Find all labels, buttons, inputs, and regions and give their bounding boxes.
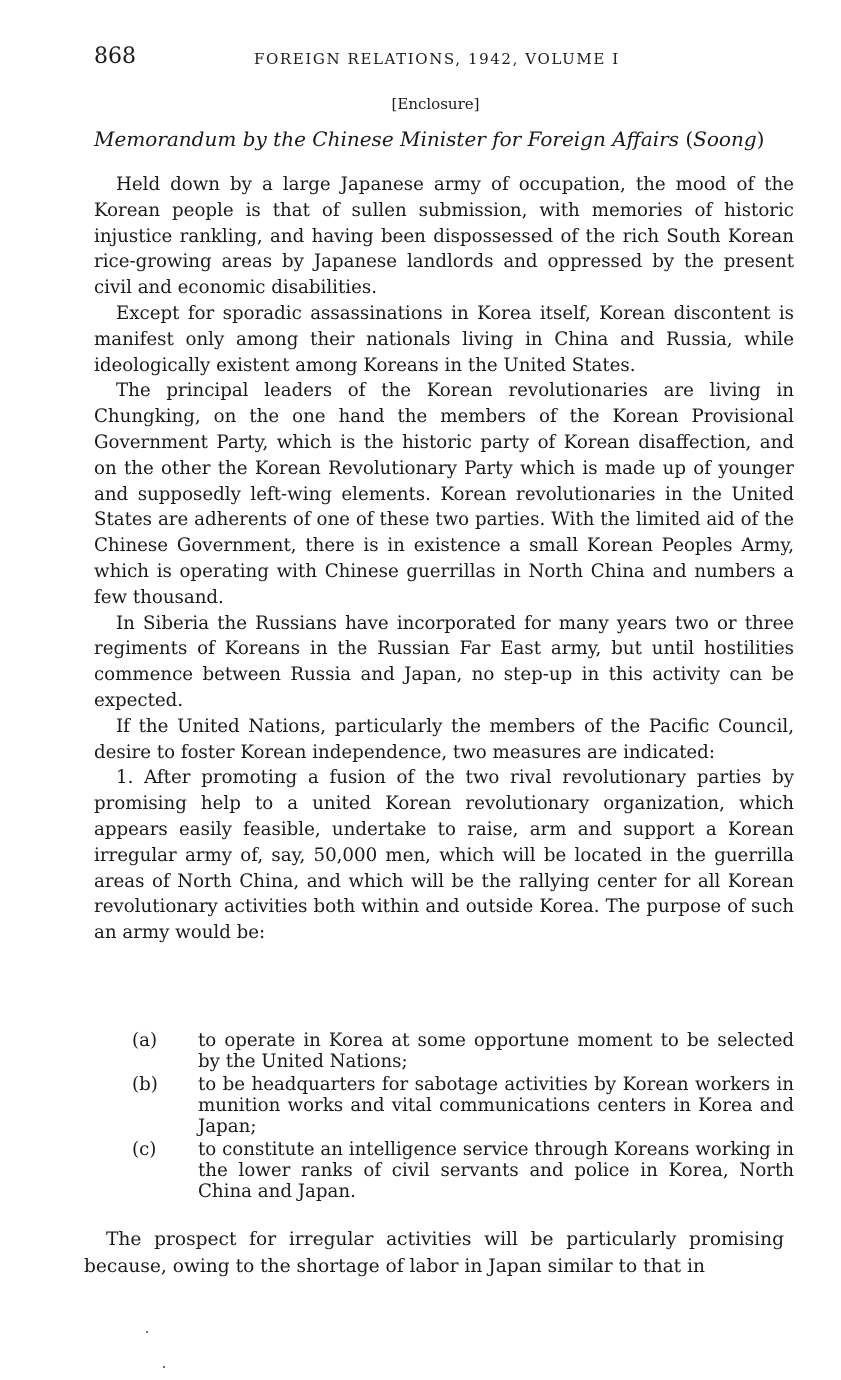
list-item-mark: (a) [132,1030,158,1051]
enclosure-label: [Enclosure] [391,95,480,113]
list-item-mark: (b) [132,1074,158,1095]
running-head: FOREIGN RELATIONS, 1942, VOLUME I [254,50,620,68]
numbered-paragraph: 1. After promoting a fusion of the two rival revolutionary parties by promising help to a united Korean revolutionary organization, which appears easily feasible, undertake to raise, arm and support a Korean irregular army of, say, 50,000 men, which will be located in the guerrilla areas of North China, and which will be the rallying center for all Korean revolutionary activities both within and outside Korea. The purpose of such an army would be: [94,767,794,944]
paragraph: The prospect for irregular activities will be particularly promising because, owing to the shortage of labor in Japan similar to that in [84,1229,784,1277]
memo-title-open-paren: ( [685,127,694,151]
list-item-mark: (c) [132,1139,157,1160]
purpose-list [132,1030,794,1204]
paragraph: Held down by a large Japanese army of occupation, the mood of the Korean people is that of sullen submission, with memories of historic injustice rankling, and having been dispossessed of the rich South Korean rice-growing areas by Japanese landlords and oppressed by the present civil and economic disabilities. [94,174,794,299]
list-item-text: to be headquarters for sabotage activities by Korean workers in munition works and vital communications centers in Korea and Japan; [198,1074,794,1137]
memo-title-author: Soong [693,127,757,151]
scan-speck [146,1331,148,1333]
list-item [132,1074,794,1137]
memo-title-close-paren: ) [756,127,765,151]
page-number: 868 [94,44,136,69]
closing-paragraph [84,1226,784,1280]
paragraph: Except for sporadic assassinations in Korea itself, Korean discontent is manifest only among their nationals living in China and Russia, while ideologically existent among Koreans in the United States. [94,302,794,376]
memo-title [94,127,794,151]
paragraph: The principal leaders of the Korean revolutionaries are living in Chungking, on the one hand the members of the Korean Provisional Government Party, which is the historic party of Korean disaffection, and on the other the Korean Revolutionary Party which is made up of younger and supposedly left-wing elements. Korean revolutionaries in the United States are adherents of one of these two parties. With the limited aid of the Chinese Government, there is in existence a small Korean Peoples Army, which is operating with Chinese guerrillas in North China and numbers a few thousand. [94,380,794,608]
memo-body [94,172,794,946]
paragraph: If the United Nations, particularly the members of the Pacific Council, desire to foster Korean independence, two measures are indicated: [94,715,794,763]
page-header [94,44,794,74]
memo-title-text: Memorandum by the Chinese Minister for Foreign Affairs [94,127,679,151]
list-item [132,1030,794,1072]
list-item [132,1139,794,1202]
list-item-text: to constitute an intelligence service through Koreans working in the lower ranks of civil servants and police in Korea, North China and Japan. [198,1139,794,1202]
paragraph: In Siberia the Russians have incorporated for many years two or three regiments of Koreans in the Russian Far East army, but until hostilities commence between Russia and Japan, no step-up in this activity can be expected. [94,612,794,711]
scan-speck [163,1366,165,1368]
list-item-text: to operate in Korea at some opportune moment to be selected by the United Nations; [198,1030,794,1072]
